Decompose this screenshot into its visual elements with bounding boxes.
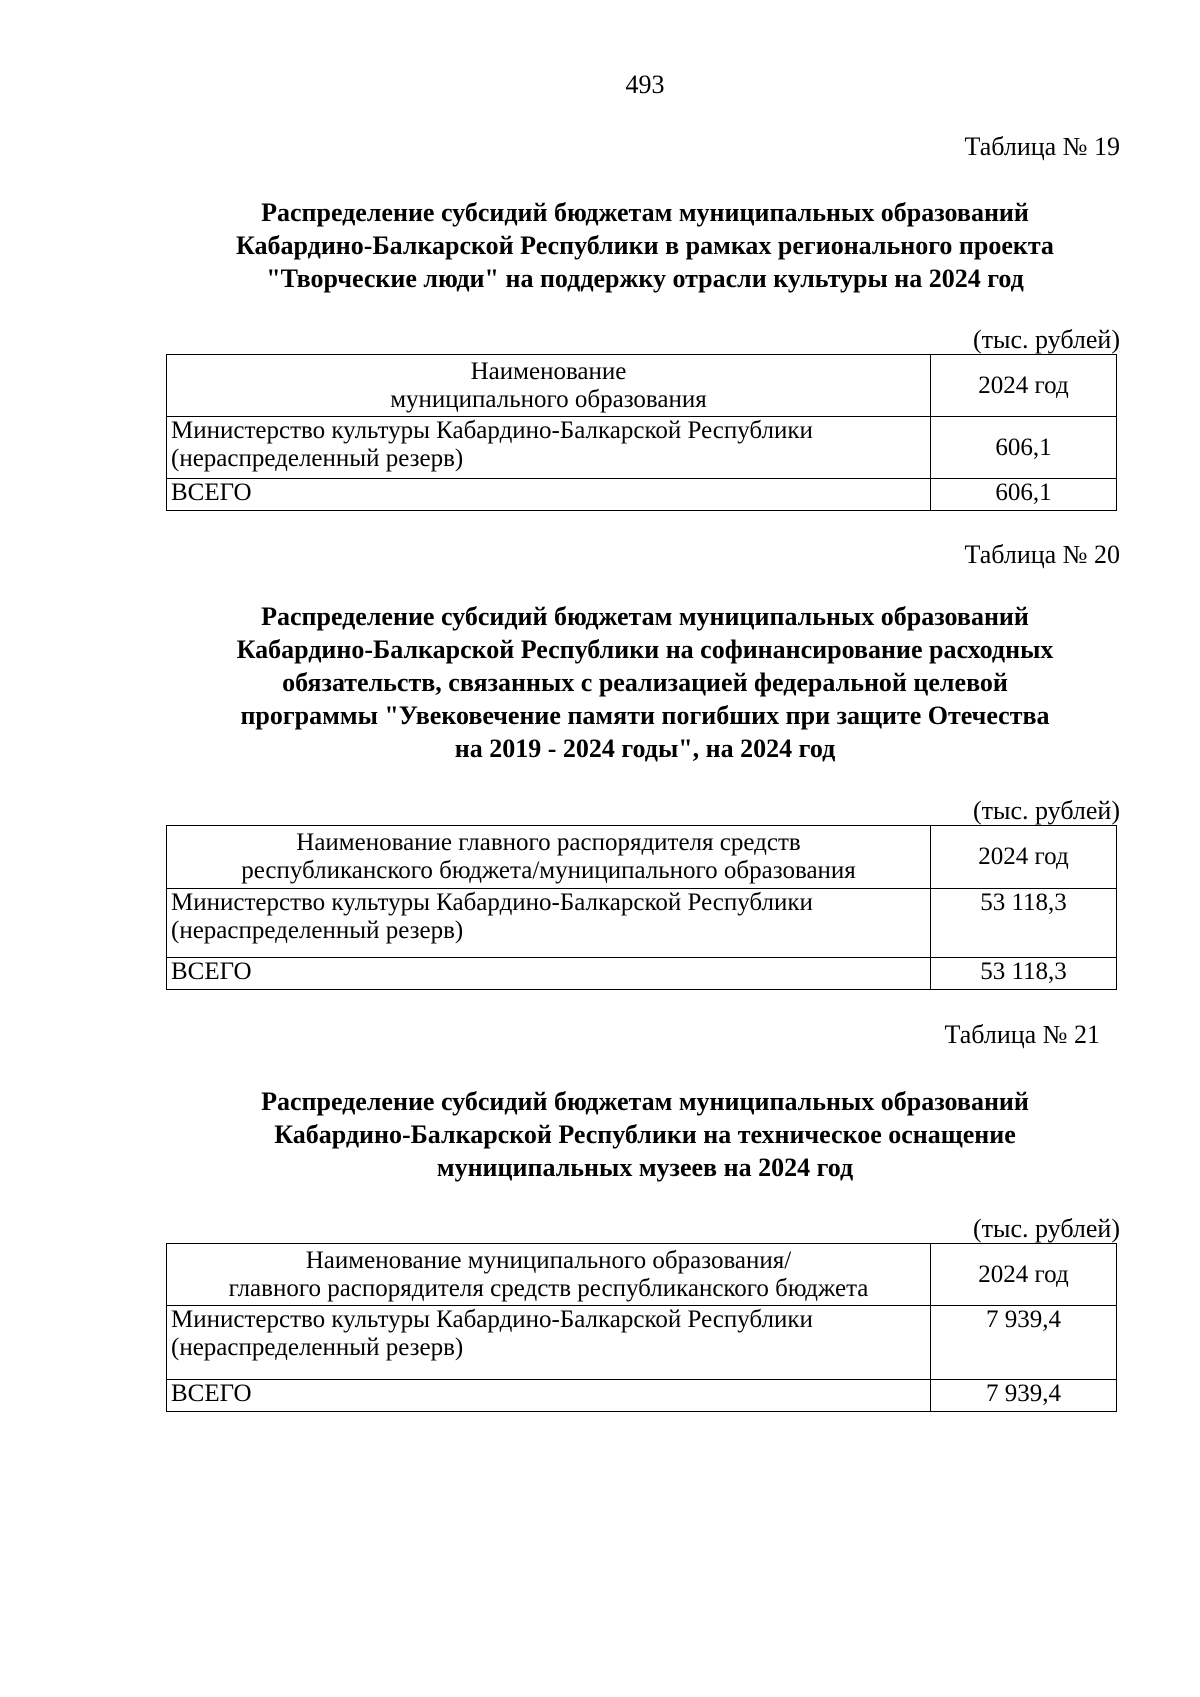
table-row — [167, 417, 1117, 479]
table-label-21: Таблица № 21 — [944, 1020, 1100, 1049]
table-title-20 — [165, 600, 1125, 765]
table-header-row — [167, 1244, 1117, 1306]
title-line: программы "Увековечение памяти погибших при защите Отечества — [240, 701, 1050, 730]
header-line: Наименование муниципального образования/ — [305, 1246, 792, 1274]
row-name-line: Министерство культуры Кабардино-Балкарской Республики — [171, 417, 813, 444]
total-row — [167, 1380, 1117, 1412]
table-header-row — [167, 355, 1117, 417]
header-line: Наименование — [470, 357, 627, 385]
header-year-cell: 2024 год — [931, 1244, 1117, 1306]
unit-label-20: (тыс. рублей) — [972, 796, 1120, 825]
data-table-20 — [166, 825, 1117, 990]
title-line: на 2019 - 2024 годы", на 2024 год — [454, 734, 836, 763]
total-label-cell: ВСЕГО — [167, 479, 931, 511]
row-name-line: (нераспределенный резерв) — [171, 445, 464, 472]
unit-label-19: (тыс. рублей) — [972, 325, 1120, 354]
row-value-cell: 606,1 — [931, 417, 1117, 479]
header-name-cell — [167, 826, 931, 889]
row-name-line: Министерство культуры Кабардино-Балкарской Республики — [171, 889, 813, 916]
row-name-cell — [167, 1306, 931, 1380]
table-title-21 — [165, 1085, 1125, 1184]
title-line: "Творческие люди" на поддержку отрасли культуры на 2024 год — [266, 264, 1024, 293]
table-label-19: Таблица № 19 — [964, 132, 1120, 161]
row-value-cell: 53 118,3 — [931, 889, 1117, 958]
page-number: 493 — [625, 70, 665, 99]
row-name-line: (нераспределенный резерв) — [171, 1334, 464, 1361]
table-header-row — [167, 826, 1117, 889]
total-value-cell: 606,1 — [931, 479, 1117, 511]
row-name-line: (нераспределенный резерв) — [171, 917, 464, 944]
row-name-cell — [167, 417, 931, 479]
header-line: Наименование главного распорядителя средств — [296, 829, 801, 856]
title-line: Распределение субсидий бюджетам муниципальных образований — [261, 1087, 1029, 1116]
title-line: обязательств, связанных с реализацией федеральной целевой — [282, 668, 1008, 697]
table-row — [167, 1306, 1117, 1380]
title-line: Кабардино-Балкарской Республики на техническое оснащение — [274, 1120, 1016, 1149]
row-name-line: Министерство культуры Кабардино-Балкарской Республики — [171, 1306, 813, 1333]
table-label-20: Таблица № 20 — [964, 540, 1120, 569]
table-row — [167, 889, 1117, 958]
header-year-cell: 2024 год — [931, 355, 1117, 417]
total-label-cell: ВСЕГО — [167, 1380, 931, 1412]
title-line: Кабардино-Балкарской Республики в рамках регионального проекта — [236, 231, 1054, 260]
title-line: Распределение субсидий бюджетам муниципальных образований — [261, 198, 1029, 227]
header-line: муниципального образования — [390, 385, 707, 413]
row-name-cell — [167, 889, 931, 958]
table-title-19 — [165, 196, 1125, 295]
total-value-cell: 7 939,4 — [931, 1380, 1117, 1412]
total-row — [167, 958, 1117, 990]
title-line: Кабардино-Балкарской Республики на софинансирование расходных — [236, 635, 1054, 664]
total-row — [167, 479, 1117, 511]
header-line: республиканского бюджета/муниципального образования — [241, 857, 856, 884]
header-year-cell: 2024 год — [931, 826, 1117, 889]
header-name-cell — [167, 355, 931, 417]
header-name-cell — [167, 1244, 931, 1306]
title-line: муниципальных музеев на 2024 год — [436, 1153, 854, 1182]
title-line: Распределение субсидий бюджетам муниципальных образований — [261, 602, 1029, 631]
total-value-cell: 53 118,3 — [931, 958, 1117, 990]
data-table-19 — [166, 354, 1117, 511]
row-value-cell: 7 939,4 — [931, 1306, 1117, 1380]
header-line: главного распорядителя средств республиканского бюджета — [228, 1274, 869, 1302]
total-label-cell: ВСЕГО — [167, 958, 931, 990]
data-table-21 — [166, 1243, 1117, 1412]
unit-label-21: (тыс. рублей) — [972, 1214, 1120, 1243]
